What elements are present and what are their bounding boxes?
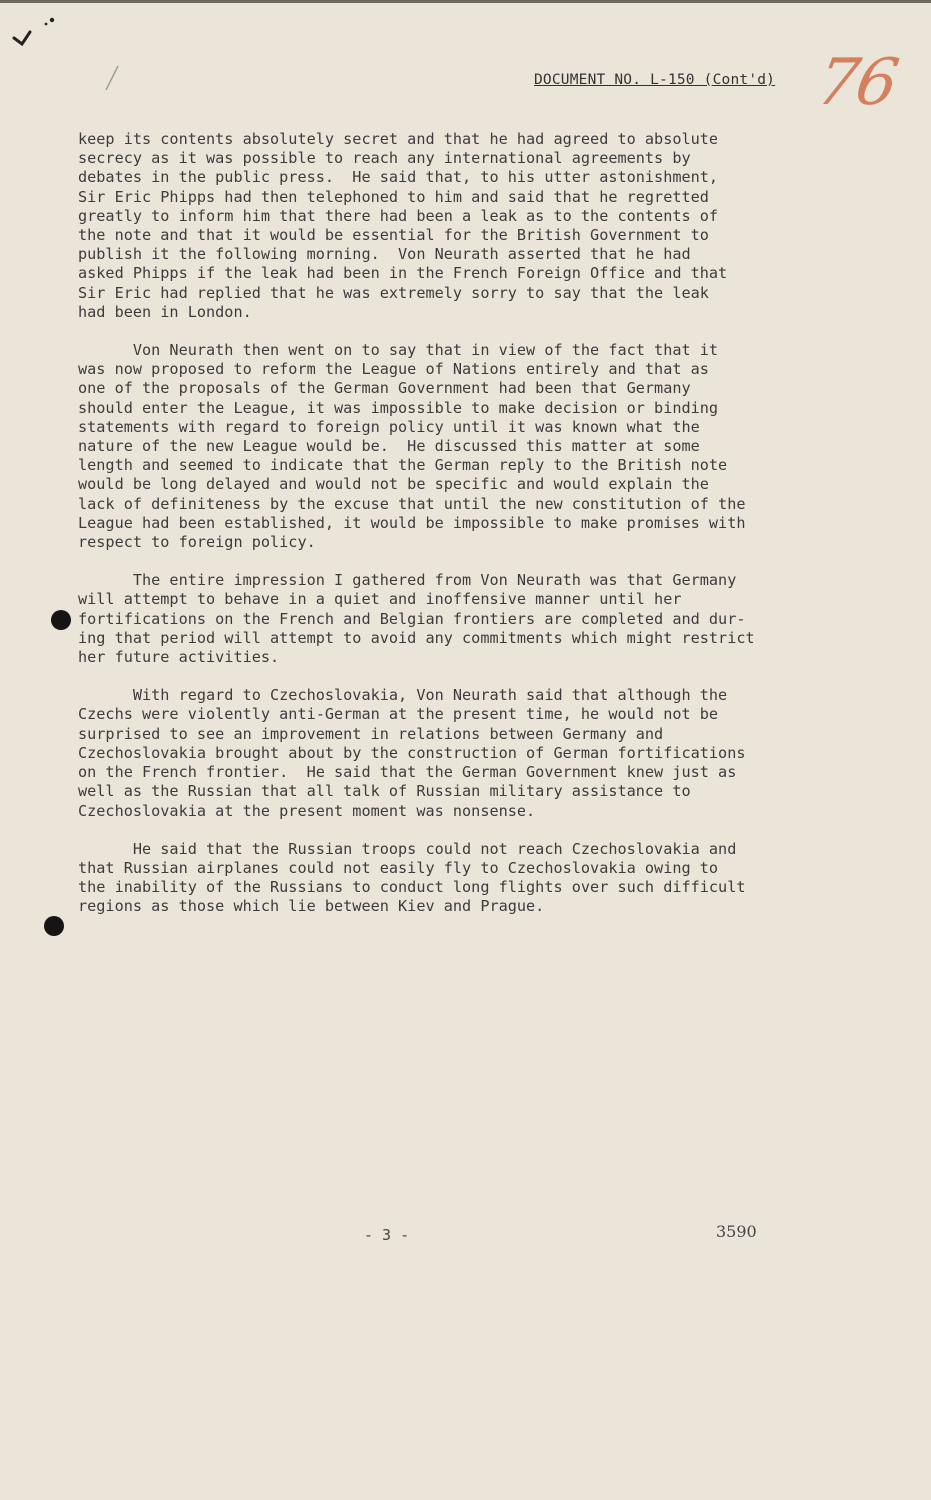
text-line: League had been established, it would be impossible to make promises with	[78, 513, 746, 532]
handwritten-folio-number: 76	[811, 46, 902, 120]
text-line: surprised to see an improvement in relations between Germany and	[78, 724, 664, 743]
text-line: lack of definiteness by the excuse that until the new constitution of the	[78, 494, 746, 513]
text-line: on the French frontier. He said that the German Government knew just as	[78, 763, 737, 782]
text-line: secrecy as it was possible to reach any international agreements by	[78, 149, 691, 168]
punch-hole-lower	[44, 916, 64, 936]
paragraph-4	[78, 686, 798, 820]
text-line: will attempt to behave in a quiet and inoffensive manner until her	[78, 590, 682, 609]
text-line: the note and that it would be essential for the British Government to	[78, 226, 709, 245]
text-line: one of the proposals of the German Government had been that Germany	[78, 379, 691, 398]
punch-hole-upper	[51, 610, 71, 630]
paragraph-1	[78, 130, 798, 322]
text-line: that Russian airplanes could not easily fly to Czechoslovakia owing to	[78, 858, 719, 877]
text-line: Von Neurath then went on to say that in view of the fact that it	[78, 341, 719, 360]
text-line: He said that the Russian troops could not reach Czechoslovakia and	[78, 839, 737, 858]
text-line: had been in London.	[78, 302, 252, 321]
text-line: length and seemed to indicate that the German reply to the British note	[78, 456, 728, 475]
text-line: keep its contents absolutely secret and that he had agreed to absolute	[78, 130, 719, 148]
text-line: well as the Russian that all talk of Russian military assistance to	[78, 782, 691, 801]
text-line: greatly to inform him that there had been a leak as to the contents of	[78, 206, 719, 225]
text-line: Sir Eric Phipps had then telephoned to him and said that he regretted	[78, 187, 709, 206]
document-body	[78, 130, 798, 936]
text-line: Czechoslovakia brought about by the construction of German fortifications	[78, 743, 746, 762]
text-line: The entire impression I gathered from Von Neurath was that Germany	[78, 571, 737, 590]
text-line: should enter the League, it was impossible to make decision or binding	[78, 398, 719, 417]
text-line: regions as those which lie between Kiev and Prague.	[78, 897, 545, 916]
text-line: With regard to Czechoslovakia, Von Neurath said that although the	[78, 686, 728, 705]
text-line: Czechs were violently anti-German at the present time, he would not be	[78, 705, 719, 724]
text-line: debates in the public press. He said that, to his utter astonishment,	[78, 168, 719, 187]
document-stamp-number: 3590	[716, 1222, 757, 1241]
text-line: nature of the new League would be. He discussed this matter at some	[78, 437, 700, 456]
text-line: her future activities.	[78, 648, 280, 667]
text-line: would be long delayed and would not be specific and would explain the	[78, 475, 709, 494]
text-line: Czechoslovakia at the present moment was nonsense.	[78, 801, 536, 820]
document-header	[534, 72, 775, 88]
paragraph-5	[78, 840, 798, 917]
text-line: the inability of the Russians to conduct long flights over such difficult	[78, 878, 746, 897]
document-number: DOCUMENT NO. L-150 (Cont'd)	[534, 72, 776, 88]
text-line: fortifications on the French and Belgian frontiers are completed and dur-	[78, 609, 746, 628]
text-line: Sir Eric had replied that he was extremely sorry to say that the leak	[78, 283, 709, 302]
text-line: publish it the following morning. Von Neurath asserted that he had	[78, 245, 691, 264]
text-line: ing that period will attempt to avoid any commitments which might restrict	[78, 628, 755, 647]
text-line: was now proposed to reform the League of Nations entirely and that as	[78, 360, 709, 379]
pencil-check-mark	[6, 14, 66, 54]
text-line: asked Phipps if the leak had been in the French Foreign Office and that	[78, 264, 728, 283]
paragraph-2	[78, 341, 798, 552]
paragraph-3	[78, 571, 798, 667]
text-line: respect to foreign policy.	[78, 533, 316, 552]
page-number: - 3 -	[364, 1226, 410, 1244]
pencil-slash-mark	[96, 62, 126, 94]
top-edge	[0, 0, 931, 3]
text-line: statements with regard to foreign policy until it was known what the	[78, 417, 700, 436]
